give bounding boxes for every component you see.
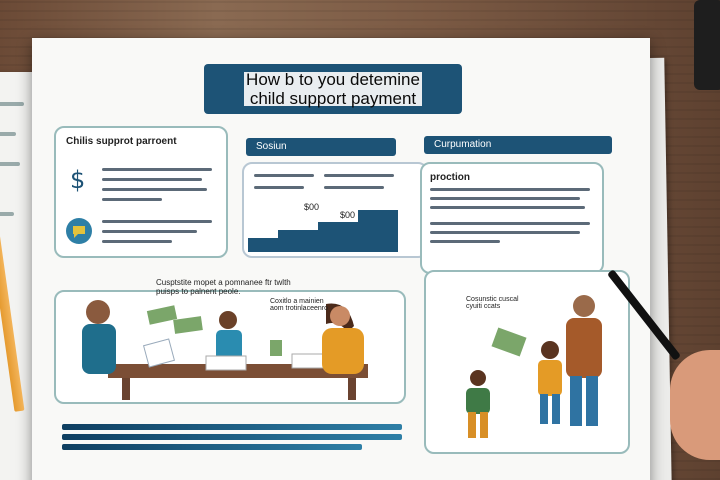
- title-banner: [204, 64, 462, 114]
- right-header: Curpumation: [424, 136, 612, 154]
- parent-child-illustration: [426, 272, 626, 450]
- support-card-heading: Chilis supprot parroent: [66, 136, 177, 147]
- device-corner: [694, 0, 720, 90]
- title-line-1: How b to you detemine: [246, 70, 420, 89]
- speech-bubble-icon: [64, 216, 94, 246]
- family-caption: Cusptstite mopet a pomnanee ftr twlth puisps to palnent peole.: [156, 278, 291, 296]
- right-caption: Cosunstic cuscal cyuiti ccats: [466, 296, 519, 310]
- info-card: [420, 162, 604, 274]
- svg-text:$: $: [70, 166, 86, 194]
- infographic-paper: [32, 38, 650, 480]
- chart-label-b: $00: [340, 210, 356, 220]
- step-bar-chart: [248, 204, 418, 254]
- family-illustration: [56, 292, 404, 402]
- hand: [670, 350, 720, 460]
- family-scene-card: [54, 278, 406, 404]
- footer-bar-3: [62, 444, 362, 450]
- support-card: [54, 126, 228, 258]
- parent-child-card: [424, 270, 630, 454]
- footer-bar-2: [62, 434, 402, 440]
- dollar-icon: [66, 164, 90, 194]
- footer-bar-1: [62, 424, 402, 430]
- section-header: Sosiun: [246, 138, 396, 156]
- info-subheading: proction: [430, 172, 470, 183]
- child-caption: Coxitlo a mainien aom trotinlaceenro: [270, 298, 328, 312]
- chart-label-a: $00: [304, 202, 320, 212]
- chart-card: [242, 162, 428, 258]
- title-line-2: child support payment: [249, 89, 417, 108]
